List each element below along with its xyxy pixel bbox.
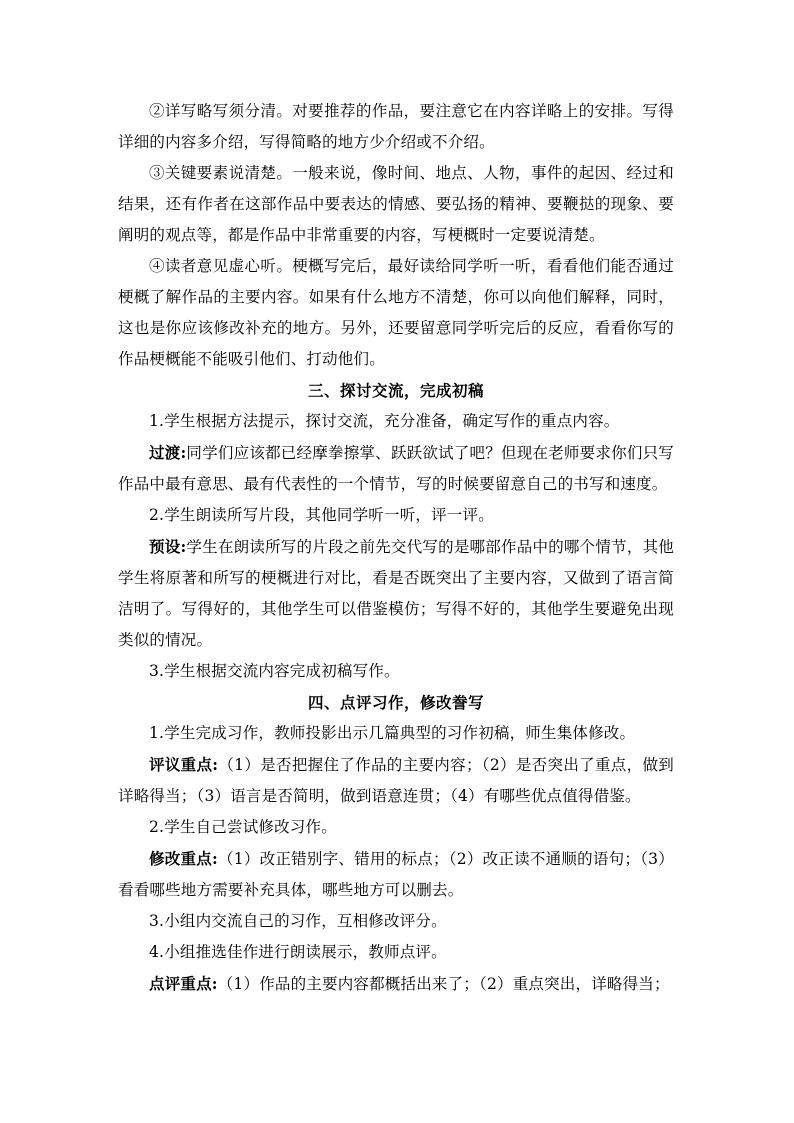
paragraph-review-focus — [118, 749, 674, 812]
paragraph-text: （1）改正错别字、错用的标点；（2）改正读不通顺的语句；（3）看看哪些地方需要补充具体，哪些地方可以删去。 — [118, 850, 674, 899]
paragraph-text: 3.小组内交流自己的习作，互相修改评分。 — [149, 912, 447, 930]
paragraph-text: （1）作品的主要内容都概括出来了；（2）重点突出，详略得当； — [217, 975, 670, 993]
paragraph-step-2 — [118, 500, 674, 531]
section-heading-3 — [118, 375, 674, 406]
paragraph-key-elements — [118, 158, 674, 251]
paragraph-label: 点评重点: — [149, 974, 218, 993]
paragraph-review-step-1 — [118, 718, 674, 749]
paragraph-revision-focus — [118, 843, 674, 906]
paragraph-text: 1.学生完成习作，教师投影出示几篇典型的习作初稿，师生集体修改。 — [149, 724, 636, 742]
paragraph-step-1 — [118, 406, 674, 437]
heading-text: 四、点评习作，修改誊写 — [307, 693, 484, 712]
paragraph-transition — [118, 437, 674, 500]
heading-text: 三、探讨交流，完成初稿 — [307, 381, 484, 400]
paragraph-detail-brief — [118, 96, 674, 158]
document-body — [118, 96, 674, 1000]
paragraph-text: 3.学生根据交流内容完成初稿写作。 — [149, 662, 400, 680]
paragraph-review-step-2 — [118, 812, 674, 843]
paragraph-text: ③关键要素说清楚。一般来说，像时间、地点、人物，事件的起因、经过和结果，还有作者在这部作品中要表达的情感、要弘扬的精神、要鞭挞的现象、要阐明的观点等，都是作品中非常重要的内容，写梗概时一定要说清楚。 — [118, 164, 674, 244]
paragraph-text: 同学们应该都已经摩拳擦掌、跃跃欲试了吧？但现在老师要求你们只写作品中最有意思、最有代表性的一个情节，写的时候要留意自己的书写和速度。 — [118, 444, 675, 493]
section-heading-4 — [118, 687, 674, 718]
paragraph-text: ②详写略写须分清。对要推荐的作品，要注意它在内容详略上的安排。写得详细的内容多介绍，写得简略的地方少介绍或不介绍。 — [118, 102, 674, 151]
paragraph-comment-focus — [118, 968, 674, 1000]
paragraph-text: 2.学生朗读所写片段，其他同学听一听，评一评。 — [149, 506, 494, 524]
paragraph-reader-feedback — [118, 251, 674, 375]
paragraph-text: （1）是否把握住了作品的主要内容；（2）是否突出了重点，做到详略得当；（3）语言是否简明，做到语意连贯；（4）有哪些优点值得借鉴。 — [118, 756, 674, 805]
paragraph-text: 学生在朗读所写的片段之前先交代写的是哪部作品中的哪个情节，其他学生将原著和所写的梗概进行对比，看是否既突出了主要内容，又做到了语言简洁明了。写得好的，其他学生可以借鉴模仿；写得不好的，其他学生要避免出现类似的情况。 — [118, 538, 675, 649]
paragraph-text: ④读者意见虚心听。梗概写完后，最好读给同学听一听，看看他们能否通过梗概了解作品的主要内容。如果有什么地方不清楚，你可以向他们解释，同时，这也是你应该修改补充的地方。另外，还要留意同学听完后的反应，看看你写的作品梗概能不能吸引他们、打动他们。 — [118, 257, 674, 368]
paragraph-label: 修改重点: — [149, 849, 218, 868]
paragraph-review-step-4 — [118, 937, 674, 968]
paragraph-label: 评议重点: — [149, 755, 219, 774]
paragraph-review-step-3 — [118, 906, 674, 937]
paragraph-text: 4.小组推选佳作进行朗读展示，教师点评。 — [149, 943, 447, 961]
paragraph-label: 预设: — [149, 537, 187, 556]
paragraph-text: 2.学生自己尝试修改习作。 — [149, 818, 337, 836]
paragraph-label: 过渡: — [149, 443, 187, 462]
paragraph-preset — [118, 531, 674, 656]
paragraph-step-3 — [118, 656, 674, 687]
paragraph-text: 1.学生根据方法提示，探讨交流，充分准备，确定写作的重点内容。 — [149, 412, 620, 430]
